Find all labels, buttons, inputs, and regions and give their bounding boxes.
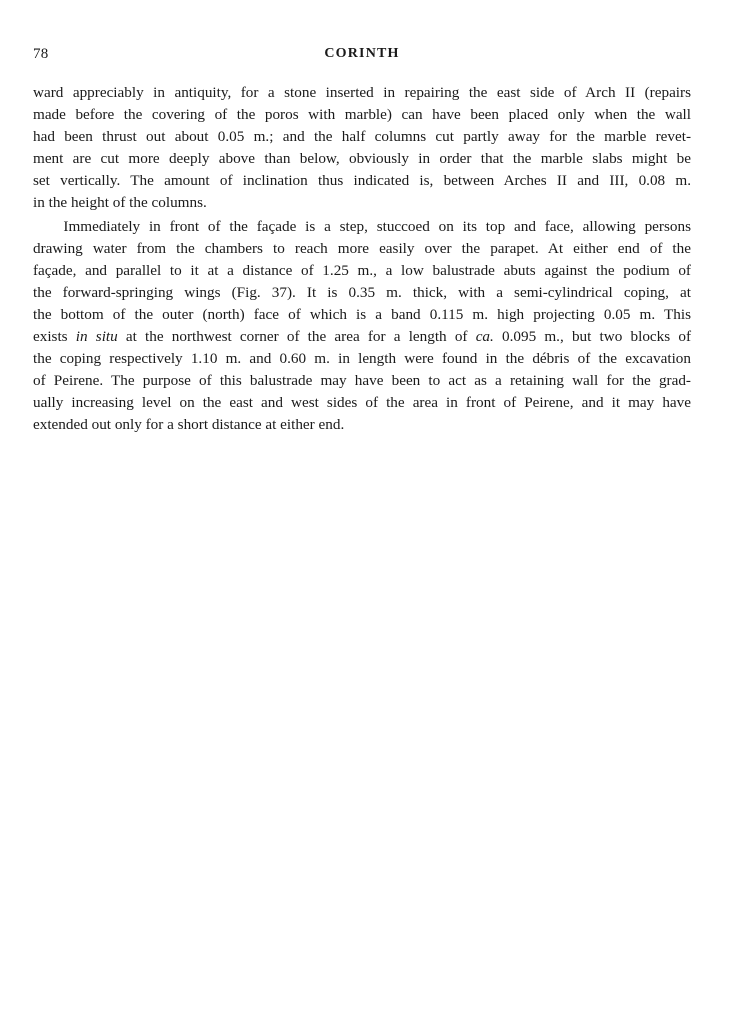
- text-line: in the height of the columns.: [33, 194, 207, 212]
- text-line: façade, and parallel to it at a distance of 1.25 m., a low balustrade abuts against the podium of: [33, 261, 691, 279]
- text-line: ment are cut more deeply above than below, obviously in order that the marble slabs might be: [33, 150, 691, 168]
- text-line: drawing water from the chambers to reach more easily over the parapet. At either end of the: [33, 239, 691, 257]
- line-segment: 0.095 m., but two blocks of: [493, 328, 691, 346]
- paragraph-1: [33, 82, 691, 215]
- paragraph-2: [33, 216, 691, 437]
- italic-term-in-situ: in situ: [75, 328, 118, 346]
- text-line: Immediately in front of the façade is a step, stuccoed on its top and face, allowing persons: [63, 217, 691, 235]
- running-head: [33, 46, 691, 66]
- text-line-with-italics: [33, 326, 691, 348]
- text-line: ually increasing level on the east and west sides of the area in front of Peirene, and it may have: [33, 394, 691, 412]
- line-prefix: exists: [33, 328, 76, 346]
- text-line: had been thrust out about 0.05 m.; and the half columns cut partly away for the marble revet-: [33, 128, 691, 146]
- text-line: ward appreciably in antiquity, for a stone inserted in repairing the east side of Arch II (repairs: [33, 84, 691, 101]
- text-line: made before the covering of the poros with marble) can have been placed only when the wall: [33, 106, 691, 124]
- line-segment: at the northwest corner of the area for a length of: [117, 328, 476, 346]
- text-line: of Peirene. The purpose of this balustrade may have been to act as a retaining wall for the grad-: [33, 372, 691, 390]
- text-line: set vertically. The amount of inclination thus indicated is, between Arches II and III, 0.08 m.: [33, 172, 691, 190]
- page-number: 78: [33, 46, 49, 62]
- running-title: CORINTH: [324, 46, 400, 61]
- text-line: the bottom of the outer (north) face of which is a band 0.115 m. high projecting 0.05 m. This: [33, 305, 691, 323]
- italic-term-ca: ca.: [475, 328, 494, 346]
- text-line: extended out only for a short distance at either end.: [33, 416, 345, 434]
- body-text: [33, 82, 691, 437]
- text-line: the coping respectively 1.10 m. and 0.60 m. in length were found in the débris of the excavation: [33, 350, 691, 368]
- text-line: the forward-springing wings (Fig. 37). It is 0.35 m. thick, with a semi-cylindrical coping, at: [33, 283, 691, 301]
